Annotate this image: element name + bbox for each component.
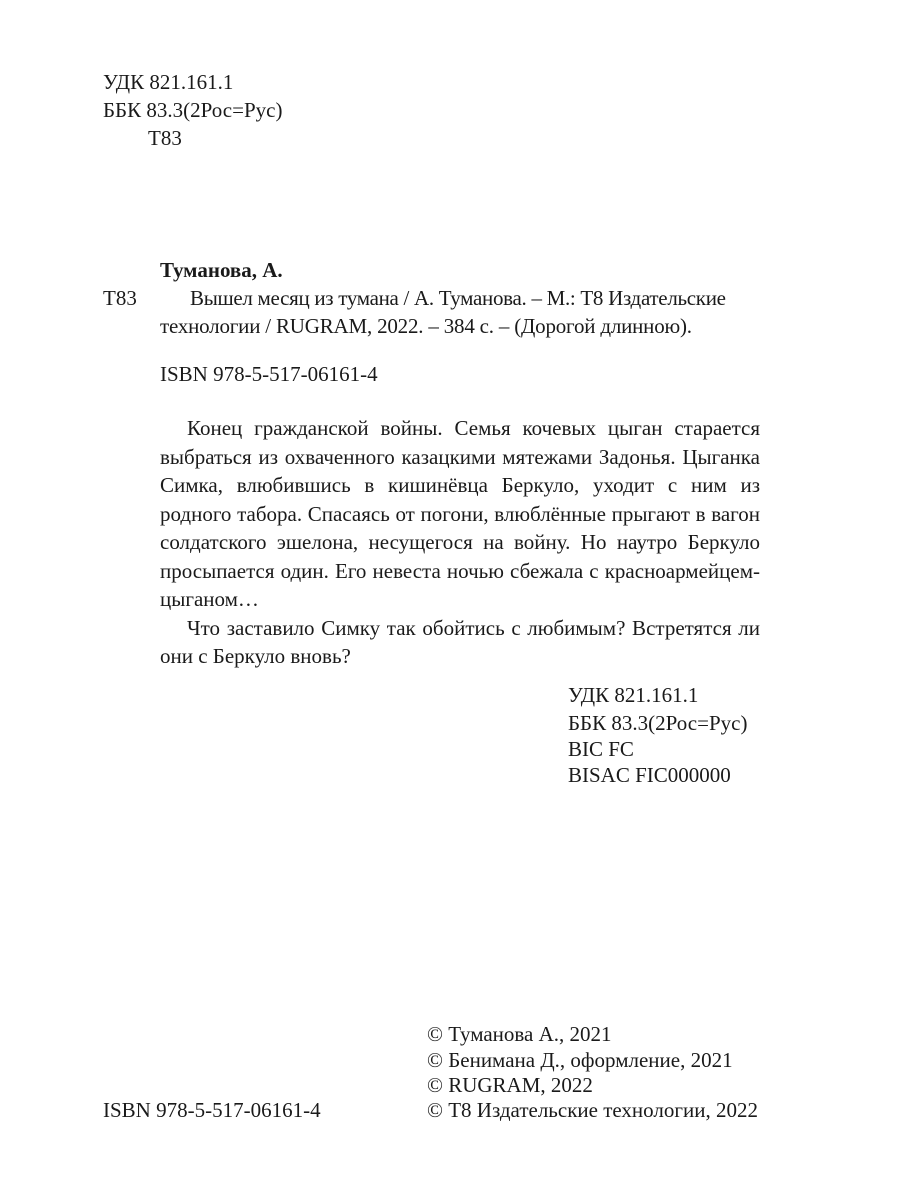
abstract-paragraph-1: Конец гражданской войны. Семья кочевых цыган старается выбраться из охваченного казацкими мятежами Задонья. Цыганка Симка, влюбившись в кишинёвца Беркуло, уходит с ним из родного табора. Спасаясь от погони, влюблённые прыгают в вагон солдатского эшелона, несущегося на войну. Но наутро Беркуло просыпается один. Его невеста ночью сбежала с красноармейцем-цыганом…	[160, 416, 760, 611]
classification-bic: BIC FC	[568, 737, 634, 761]
copyright-line: © RUGRAM, 2022	[427, 1073, 593, 1097]
copyright-line: © Туманова А., 2021	[427, 1022, 612, 1046]
header-bbk: ББК 83.3(2Рос=Рус)	[103, 98, 283, 122]
catalog-isbn: ISBN 978-5-517-06161-4	[160, 362, 378, 386]
catalog-author: Туманова, А.	[160, 258, 283, 282]
footer-isbn: ISBN 978-5-517-06161-4	[103, 1098, 321, 1122]
abstract-paragraph-2: Что заставило Симку так обойтись с любимым? Встретятся ли они с Беркуло вновь?	[160, 615, 760, 668]
book-abstract	[160, 414, 760, 671]
header-author-sign: Т83	[148, 126, 182, 150]
copyright-line: © Т8 Издательские технологии, 2022	[427, 1098, 758, 1122]
classification-bisac: BISAC FIC000000	[568, 763, 731, 787]
catalog-description-line1: Вышел месяц из тумана / А. Туманова. – М.: Т8 Издательские	[190, 286, 726, 310]
catalog-description-line2: технологии / RUGRAM, 2022. – 384 с. – (Дорогой длинною).	[160, 314, 692, 338]
copyright-line: © Бенимана Д., оформление, 2021	[427, 1048, 733, 1072]
classification-bbk: ББК 83.3(2Рос=Рус)	[568, 711, 748, 735]
catalog-author-sign: Т83	[103, 286, 137, 310]
classification-udk: УДК 821.161.1	[568, 683, 699, 707]
header-udk: УДК 821.161.1	[103, 70, 234, 94]
